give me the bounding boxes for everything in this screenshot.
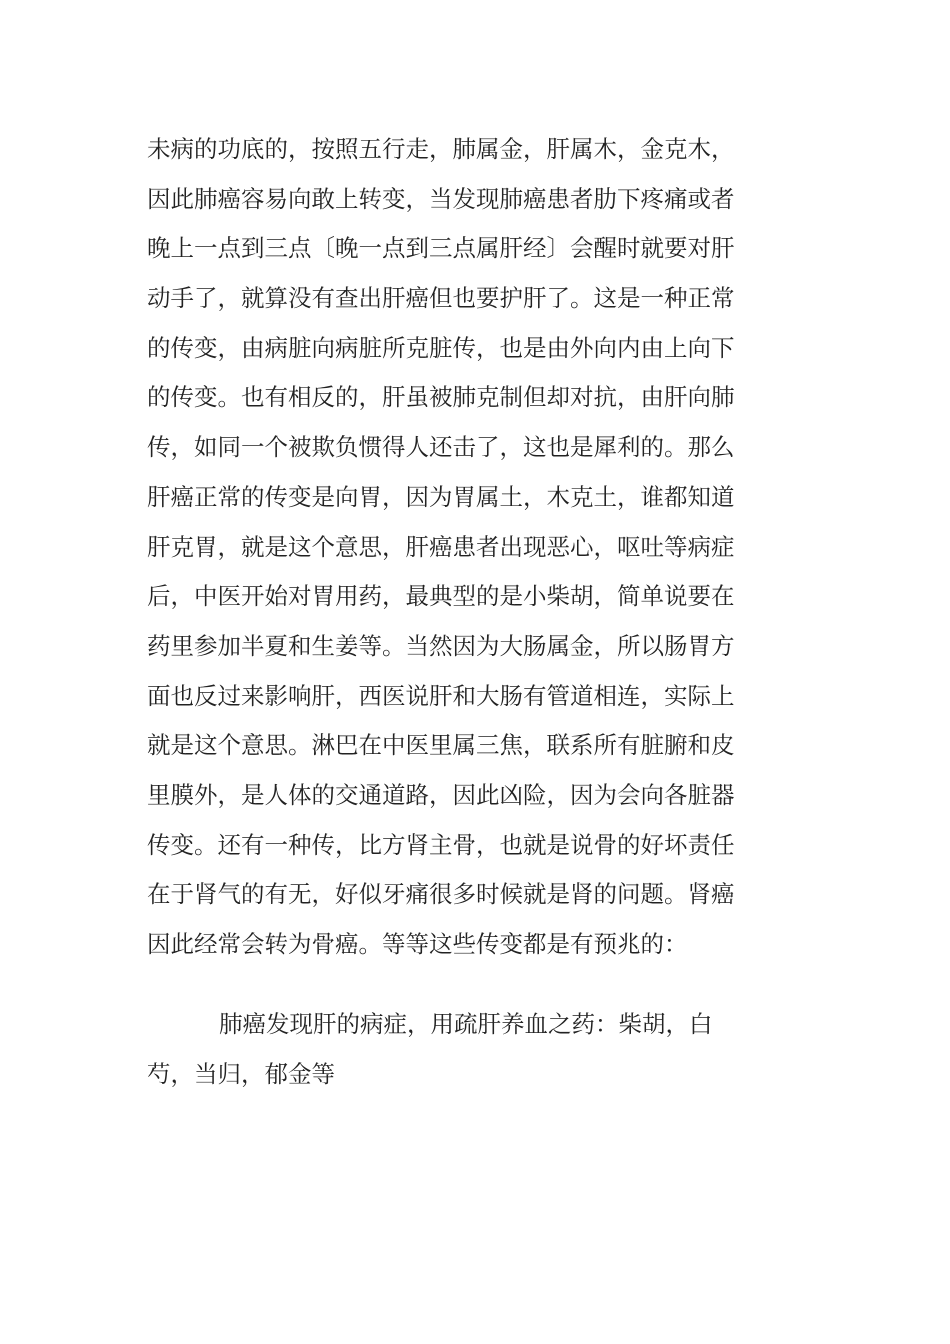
body-paragraph [147, 1000, 797, 1099]
paragraph-line: 里膜外，是人体的交通道路，因此凶险，因为会向各脏器 [147, 780, 735, 809]
paragraph-line: 的传变，由病脏向病脏所克脏传，也是由外向内由上向下 [147, 333, 735, 362]
paragraph-line: 肺癌发现肝的病症，用疏肝养血之药：柴胡，白 [219, 1010, 713, 1038]
paragraph-line: 的传变。也有相反的，肝虽被肺克制但却对抗，由肝向肺 [147, 383, 735, 412]
paragraph-line: 晚上一点到三点〔晚一点到三点属肝经〕会醒时就要对肝 [147, 234, 735, 263]
paragraph-line: 芍，当归，郁金等 [147, 1059, 335, 1088]
paragraph-line: 肝癌正常的传变是向胃，因为胃属土，木克土，谁都知道 [147, 482, 735, 511]
body-paragraph [147, 125, 797, 970]
paragraph-line: 在于肾气的有无，好似牙痛很多时候就是肾的问题。肾癌 [147, 880, 735, 909]
paragraph-line: 面也反过来影响肝，西医说肝和大肠有管道相连，实际上 [147, 681, 735, 710]
paragraph-line: 传，如同一个被欺负惯得人还击了，这也是犀利的。那么 [147, 433, 735, 462]
paragraph-line: 传变。还有一种传，比方肾主骨，也就是说骨的好坏责任 [147, 830, 735, 859]
paragraph-line: 因此肺癌容易向敢上转变，当发现肺癌患者肋下疼痛或者 [147, 184, 735, 213]
paragraph-line: 就是这个意思。淋巴在中医里属三焦，联系所有脏腑和皮 [147, 731, 735, 760]
paragraph-line: 药里参加半夏和生姜等。当然因为大肠属金，所以肠胃方 [147, 631, 735, 660]
paragraph-line: 肝克胃，就是这个意思，肝癌患者出现恶心，呕吐等病症 [147, 532, 735, 561]
paragraph-line: 动手了，就算没有查出肝癌但也要护肝了。这是一种正常 [147, 284, 735, 313]
paragraph-line: 后，中医开始对胃用药，最典型的是小柴胡，简单说要在 [147, 582, 735, 611]
paragraph-line: 未病的功底的，按照五行走，肺属金，肝属木，金克木， [147, 135, 735, 163]
paragraph-line: 因此经常会转为骨癌。等等这些传变都是有预兆的： [147, 930, 688, 958]
